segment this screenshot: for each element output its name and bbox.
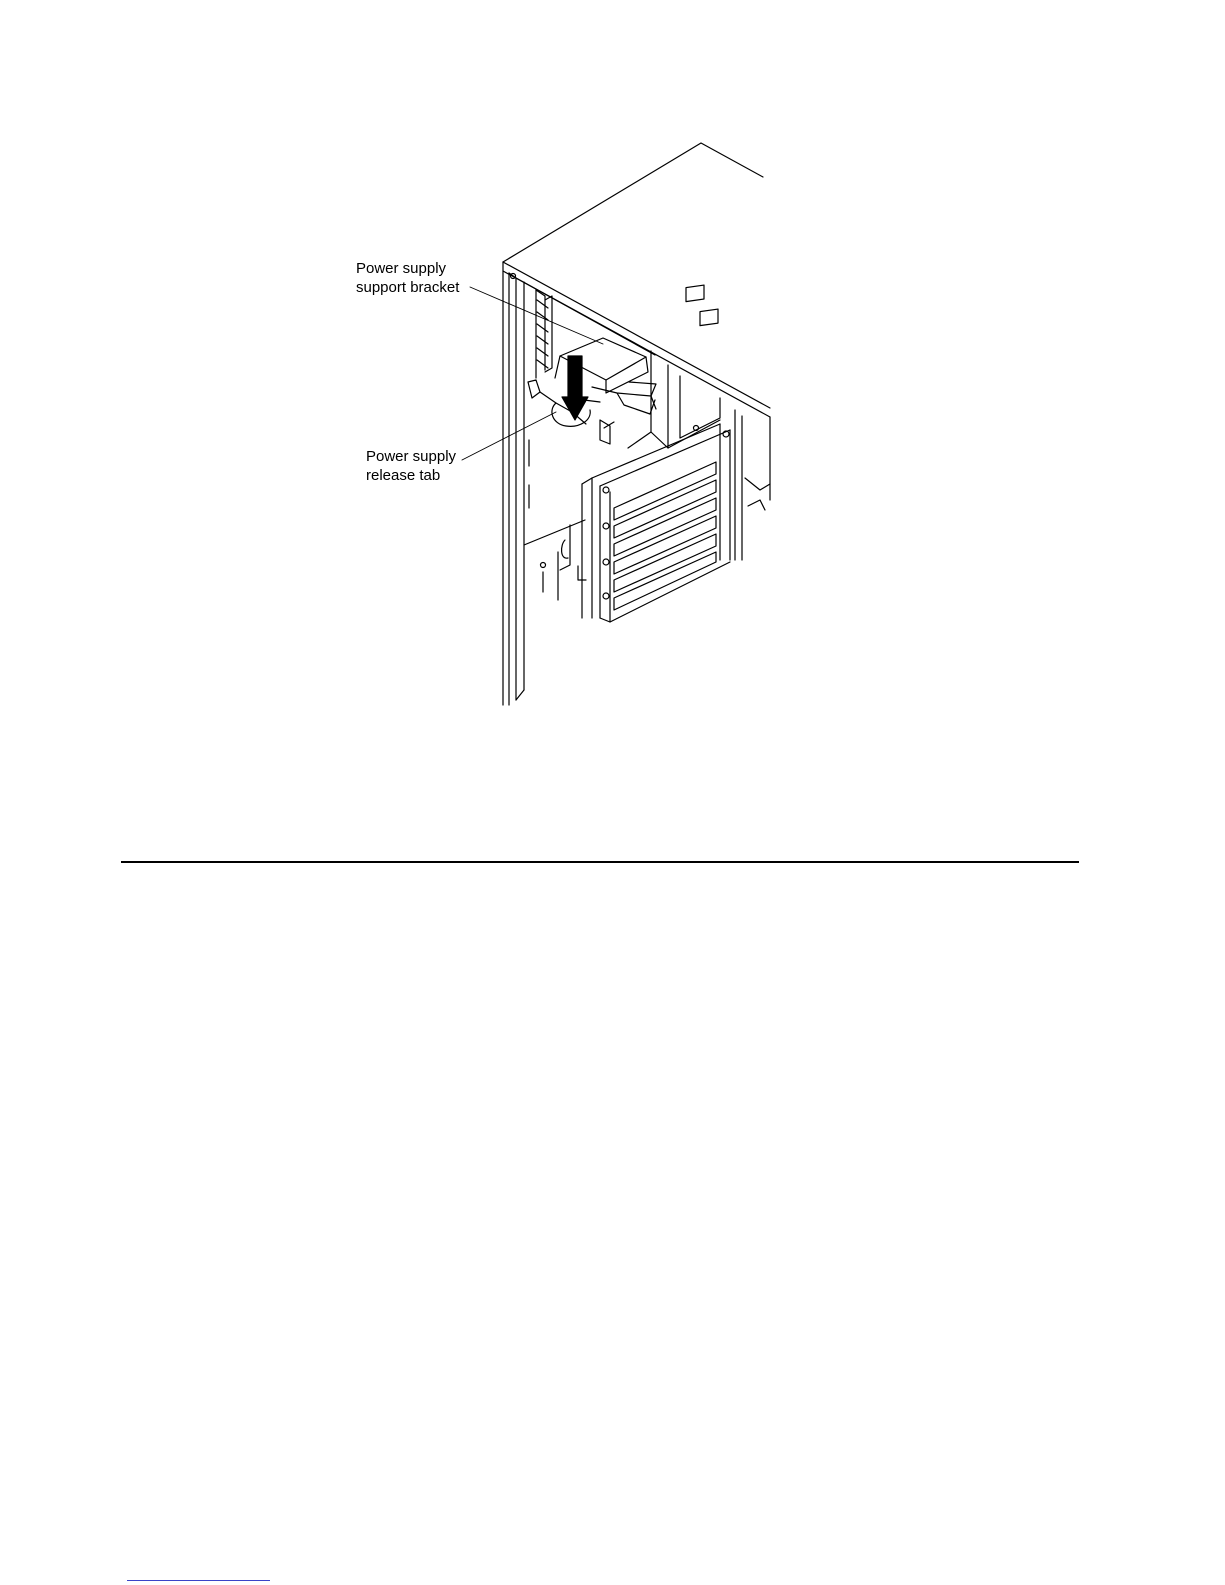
callout-line: support bracket [356,279,460,296]
down-arrow-icon [562,356,588,420]
fan-vent-column [536,290,552,378]
cable-clip [600,420,614,444]
callout-line: release tab [366,467,441,484]
section-divider [121,861,1079,863]
pci-slot-cage [582,424,730,622]
footer-link-underline[interactable] [127,1580,270,1581]
chassis-top-cover [503,143,770,705]
callout-line: Power supply [356,260,447,277]
chassis-right-edge [735,410,770,560]
power-supply-bay [628,351,720,448]
callout-power-supply-support-bracket [356,259,459,297]
power-supply-release-tab [528,380,600,426]
side-wall-slots [524,440,586,600]
callout-line: Power supply [366,448,457,465]
pci-slot-covers [614,462,716,610]
callout-power-supply-release-tab [366,447,456,485]
